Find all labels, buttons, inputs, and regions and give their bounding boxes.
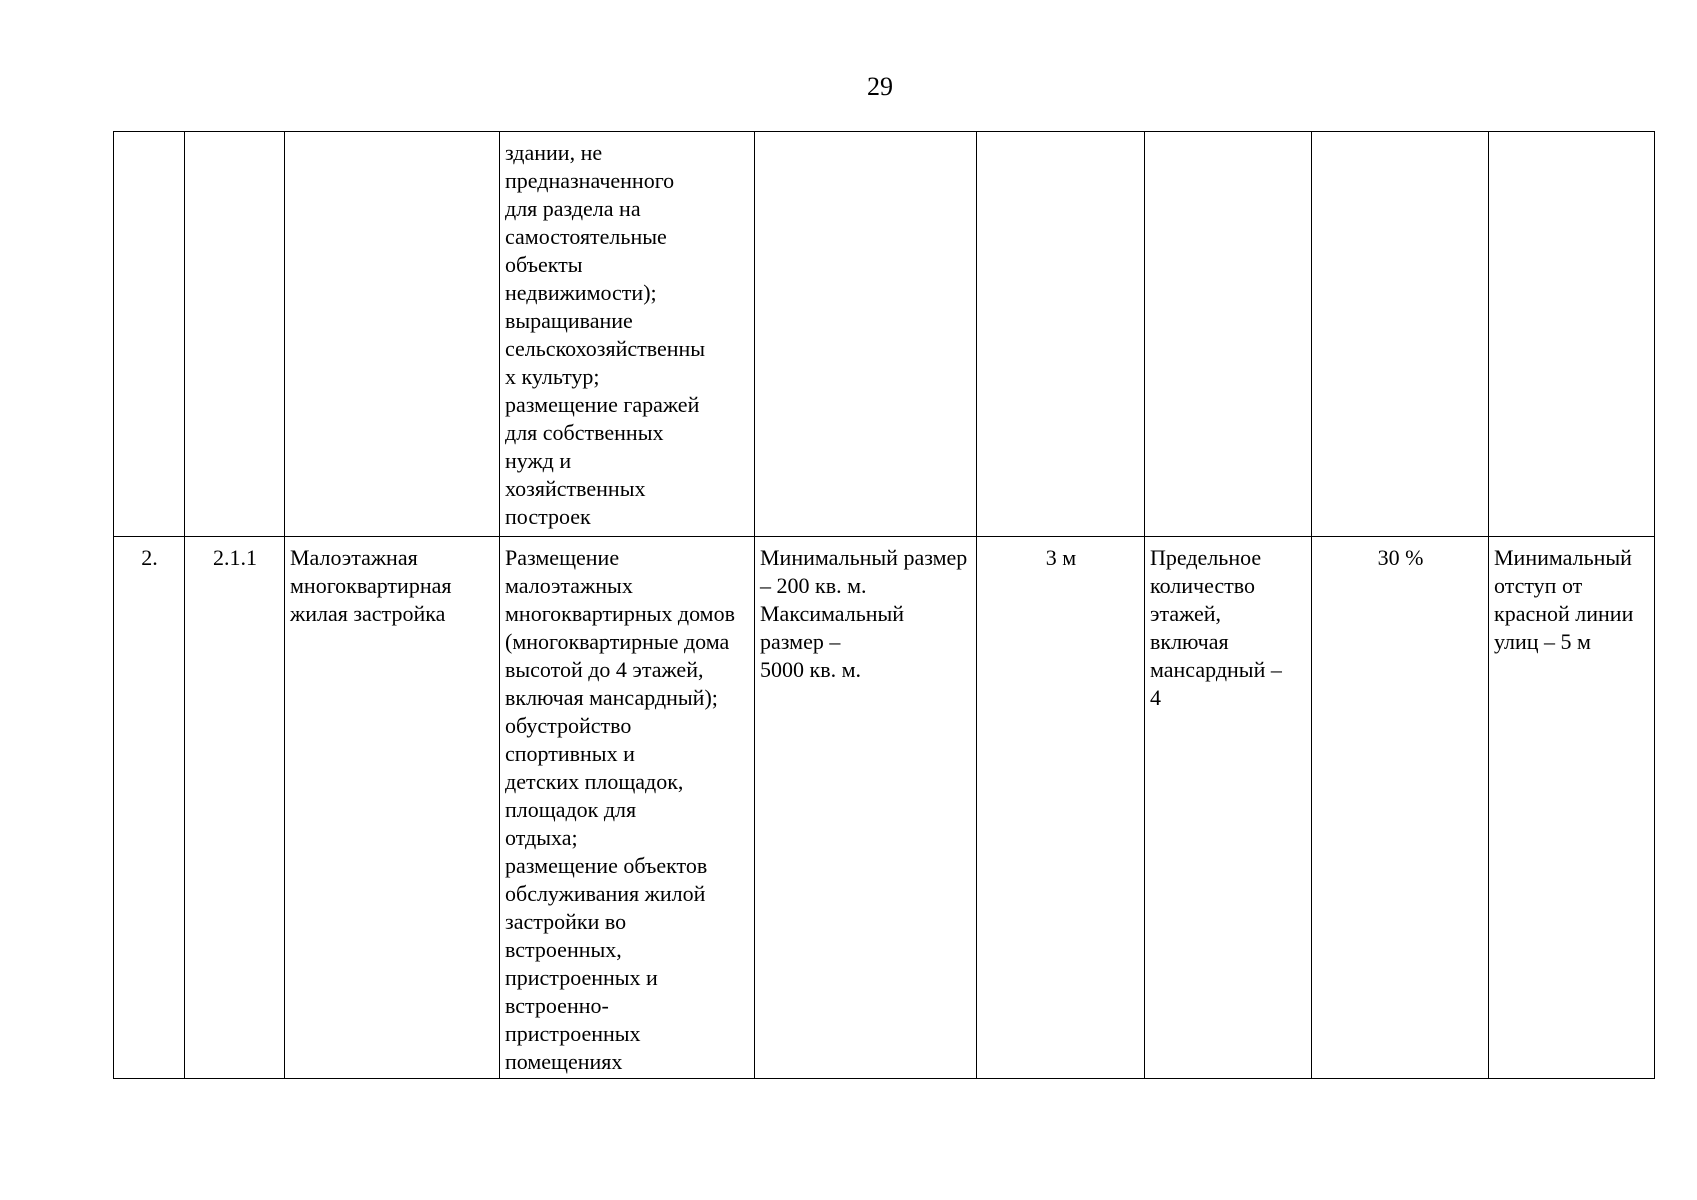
table-row (114, 132, 1655, 537)
row-number-cell: 2. (114, 537, 185, 1079)
use-description-cell: здании, не предназначенного для раздела на самостоятельные объекты недвижимости); выращивание сельскохозяйственны х культур; размещение гаражей для собственных нужд и хозяйственных построек (500, 132, 755, 537)
use-description-cell: Размещение малоэтажных многоквартирных домов (многоквартирные дома высотой до 4 этажей, включая мансардный); обустройство спортивных и детских площадок, площадок для отдыха; размещение объектов обслуживания жилой застройки во встроенных, пристроенных и встроенно- пристроенных помещениях (500, 537, 755, 1079)
floors-cell: Предельное количество этажей, включая мансардный – 4 (1145, 537, 1312, 1079)
code-cell: 2.1.1 (185, 537, 285, 1079)
page-number: 29 (867, 72, 893, 101)
floors-cell (1145, 132, 1312, 537)
setback-cell: 3 м (977, 537, 1145, 1079)
coverage-cell (1312, 132, 1489, 537)
red-line-setback-cell (1489, 132, 1655, 537)
coverage-cell: 30 % (1312, 537, 1489, 1079)
table-row (114, 537, 1655, 1079)
use-name-cell: Малоэтажная многоквартирная жилая застройка (285, 537, 500, 1079)
code-cell (185, 132, 285, 537)
red-line-setback-cell: Минимальный отступ от красной линии улиц – 5 м (1489, 537, 1655, 1079)
plot-size-cell (755, 132, 977, 537)
plot-size-cell: Минимальный размер – 200 кв. м. Максимальный размер – 5000 кв. м. (755, 537, 977, 1079)
regulations-table (113, 131, 1655, 1079)
row-number-cell (114, 132, 185, 537)
setback-cell (977, 132, 1145, 537)
use-name-cell (285, 132, 500, 537)
